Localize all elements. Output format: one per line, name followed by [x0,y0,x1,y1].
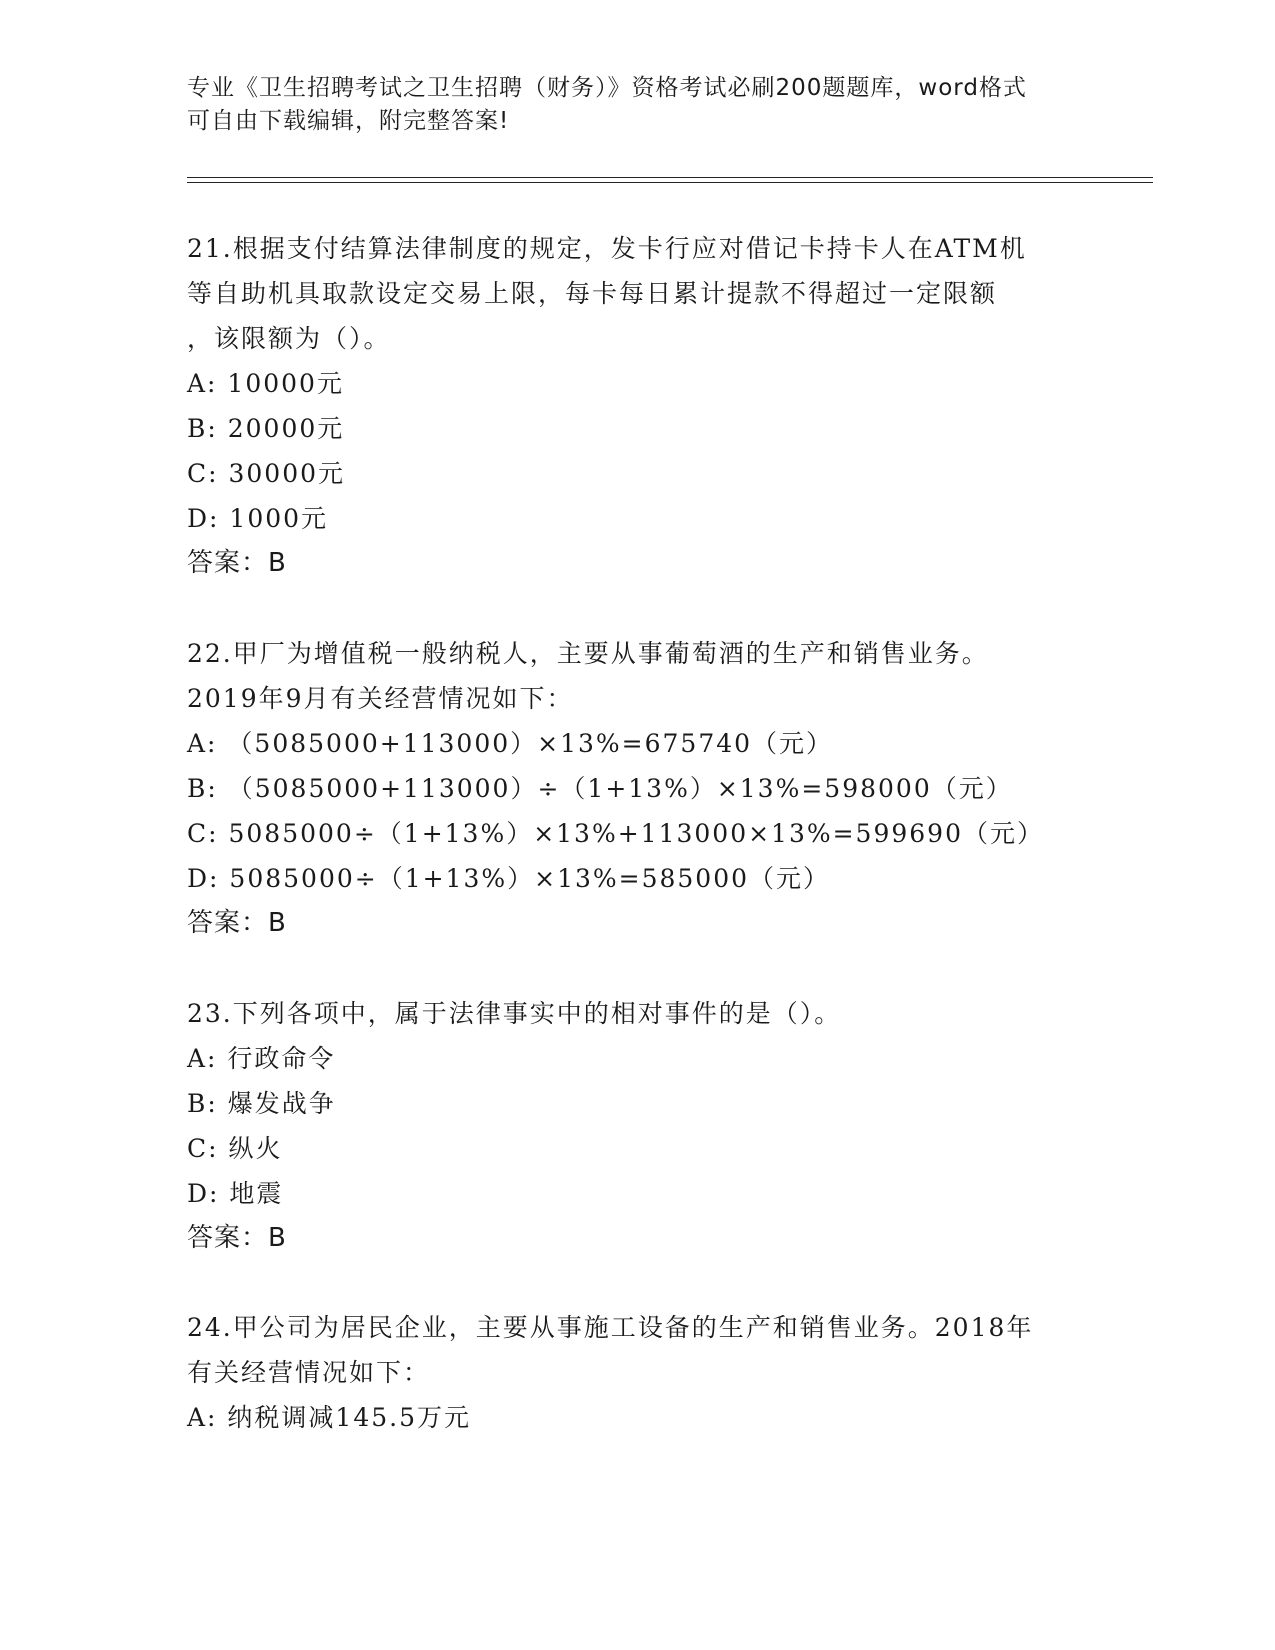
option-b: B: 爆发战争 [187,1089,336,1118]
answer: 答案：B [187,908,287,938]
option-a: A: （5085000+113000）×13%=675740（元） [187,729,834,758]
header-divider-bottom [187,182,1153,183]
option-d: D: 5085000÷（1+13%）×13%=585000（元） [187,864,831,893]
header-line-2: 可自由下载编辑，附完整答案! [187,108,510,134]
question-text-line: 23.下列各项中，属于法律事实中的相对事件的是（）。 [187,999,842,1028]
option-c: C: 5085000÷（1+13%）×13%+113000×13%=599690（元） [187,819,1044,848]
header-line-1: 专业《卫生招聘考试之卫生招聘（财务）》资格考试必刷200题题库，word格式 [187,75,1027,101]
question-text-line: 21.根据支付结算法律制度的规定，发卡行应对借记卡持卡人在ATM机 [187,234,1027,263]
header-divider-top [187,177,1153,178]
question-text-line: 等自助机具取款设定交易上限，每卡每日累计提款不得超过一定限额 [187,279,998,308]
option-a: A: 10000元 [187,369,344,398]
question-text-line: 24.甲公司为居民企业，主要从事施工设备的生产和销售业务。2018年 [187,1313,1034,1342]
option-d: D: 地震 [187,1179,284,1208]
question-text-line: 有关经营情况如下： [187,1358,431,1387]
option-c: C: 30000元 [187,459,346,488]
option-c: C: 纵火 [187,1134,283,1163]
answer: 答案：B [187,548,287,578]
question-22 [187,631,1087,946]
question-text-line: 22.甲厂为增值税一般纳税人，主要从事葡萄酒的生产和销售业务。 [187,639,989,668]
question-text-line: ，该限额为（）。 [187,324,391,353]
option-d: D: 1000元 [187,504,329,533]
answer: 答案：B [187,1223,287,1253]
option-b: B: （5085000+113000）÷（1+13%）×13%=598000（元） [187,774,1013,803]
option-a: A: 行政命令 [187,1044,336,1073]
option-a: A: 纳税调减145.5万元 [187,1403,471,1432]
question-23 [187,991,1087,1261]
question-text-line: 2019年9月有关经营情况如下： [187,684,574,713]
question-21 [187,226,1087,586]
question-24 [187,1305,1087,1440]
option-b: B: 20000元 [187,414,345,443]
document-header [187,72,1067,138]
